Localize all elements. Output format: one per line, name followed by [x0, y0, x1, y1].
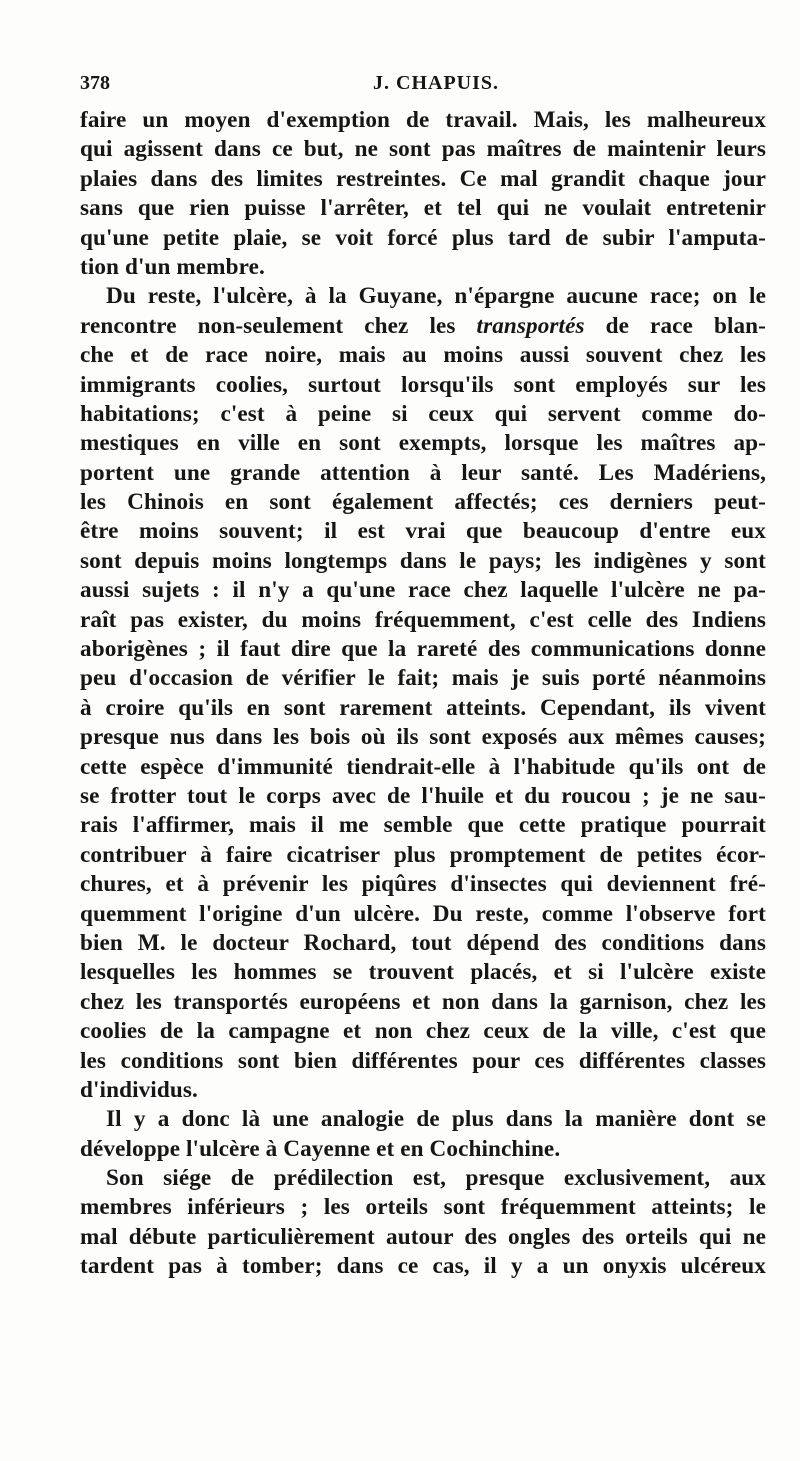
text-line: développe l'ulcère à Cayenne et en Cochinchine.	[80, 1135, 561, 1162]
text-line: cette espèce d'immunité tiendrait-elle à l'habitude qu'ils ont de	[80, 753, 766, 780]
text-line: être moins souvent; il est vrai que beaucoup d'entre eux	[80, 518, 766, 545]
text-line: mal débute particulièrement autour des ongles des orteils qui ne	[80, 1223, 766, 1250]
text-line: rais l'affirmer, mais il me semble que cette pratique pourrait	[80, 812, 766, 839]
page-number: 378	[80, 72, 110, 94]
text-line: presque nus dans les bois où ils sont exposés aux mêmes causes;	[80, 724, 766, 751]
text-line: habitations; c'est à peine si ceux qui servent comme do-	[80, 400, 766, 427]
text-line: immigrants coolies, surtout lorsqu'ils sont employés sur les	[80, 371, 766, 398]
text-line: Il y a donc là une analogie de plus dans la manière dont se	[106, 1106, 766, 1133]
text-line: sont depuis moins longtemps dans le pays; les indigènes y sont	[80, 547, 766, 574]
running-head: J. CHAPUIS.	[373, 72, 500, 94]
text-line: se frotter tout le corps avec de l'huile et du roucou ; je ne sau-	[80, 782, 766, 809]
text-line: portent une grande attention à leur santé. Les Madériens,	[80, 459, 766, 486]
text-line: quemment l'origine d'un ulcère. Du reste, comme l'observe fort	[80, 900, 766, 927]
text-line: les conditions sont bien différentes pour ces différentes classes	[80, 1047, 766, 1074]
text-line: d'individus.	[80, 1076, 198, 1103]
text-line: tion d'un membre.	[80, 253, 265, 280]
text-line: contribuer à faire cicatriser plus promptement de petites écor-	[80, 841, 766, 868]
text-line: che et de race noire, mais au moins aussi souvent chez les	[80, 342, 766, 369]
text-line: qui agissent dans ce but, ne sont pas maîtres de maintenir leurs	[80, 136, 766, 163]
text-line: mestiques en ville en sont exempts, lorsque les maîtres ap-	[80, 430, 766, 457]
text-line: aborigènes ; il faut dire que la rareté des communications donne	[80, 636, 766, 663]
text-line: chures, et à prévenir les piqûres d'insectes qui deviennent fré-	[80, 871, 766, 898]
text-line: Du reste, l'ulcère, à la Guyane, n'épargne aucune race; on le	[106, 283, 766, 310]
text-line: qu'une petite plaie, se voit forcé plus tard de subir l'amputa-	[80, 224, 766, 251]
body-text	[80, 106, 766, 1282]
text-line: peu d'occasion de vérifier le fait; mais je suis porté néanmoins	[80, 665, 766, 692]
text-line: à croire qu'ils en sont rarement atteints. Cependant, ils vivent	[80, 694, 766, 721]
text-line: raît pas exister, du moins fréquemment, c'est celle des Indiens	[80, 606, 766, 633]
emphasized-word: transportés	[476, 312, 585, 339]
text-segment: rencontre non-seulement chez les	[80, 312, 477, 339]
text-line: coolies de la campagne et non chez ceux de la ville, c'est que	[80, 1018, 766, 1045]
page-header	[80, 68, 766, 98]
text-line: bien M. le docteur Rochard, tout dépend des conditions dans	[80, 929, 766, 956]
text-line: aussi sujets : il n'y a qu'une race chez laquelle l'ulcère ne pa-	[80, 577, 766, 604]
text-line: lesquelles les hommes se trouvent placés, et si l'ulcère existe	[80, 959, 766, 986]
text-segment: de race blan-	[584, 312, 766, 339]
text-line: Son siége de prédilection est, presque exclusivement, aux	[106, 1165, 766, 1192]
text-line: chez les transportés européens et non dans la garnison, chez les	[80, 988, 766, 1015]
text-line: plaies dans des limites restreintes. Ce mal grandit chaque jour	[80, 165, 766, 192]
text-line: les Chinois en sont également affectés; ces derniers peut-	[80, 489, 766, 516]
text-line: sans que rien puisse l'arrêter, et tel qui ne voulait entretenir	[80, 195, 766, 222]
text-line: faire un moyen d'exemption de travail. Mais, les malheureux	[80, 107, 766, 133]
text-line: membres inférieurs ; les orteils sont fréquemment atteints; le	[80, 1194, 766, 1221]
text-line	[80, 312, 766, 341]
text-line: tardent pas à tomber; dans ce cas, il y a un onyxis ulcéreux	[80, 1253, 766, 1280]
